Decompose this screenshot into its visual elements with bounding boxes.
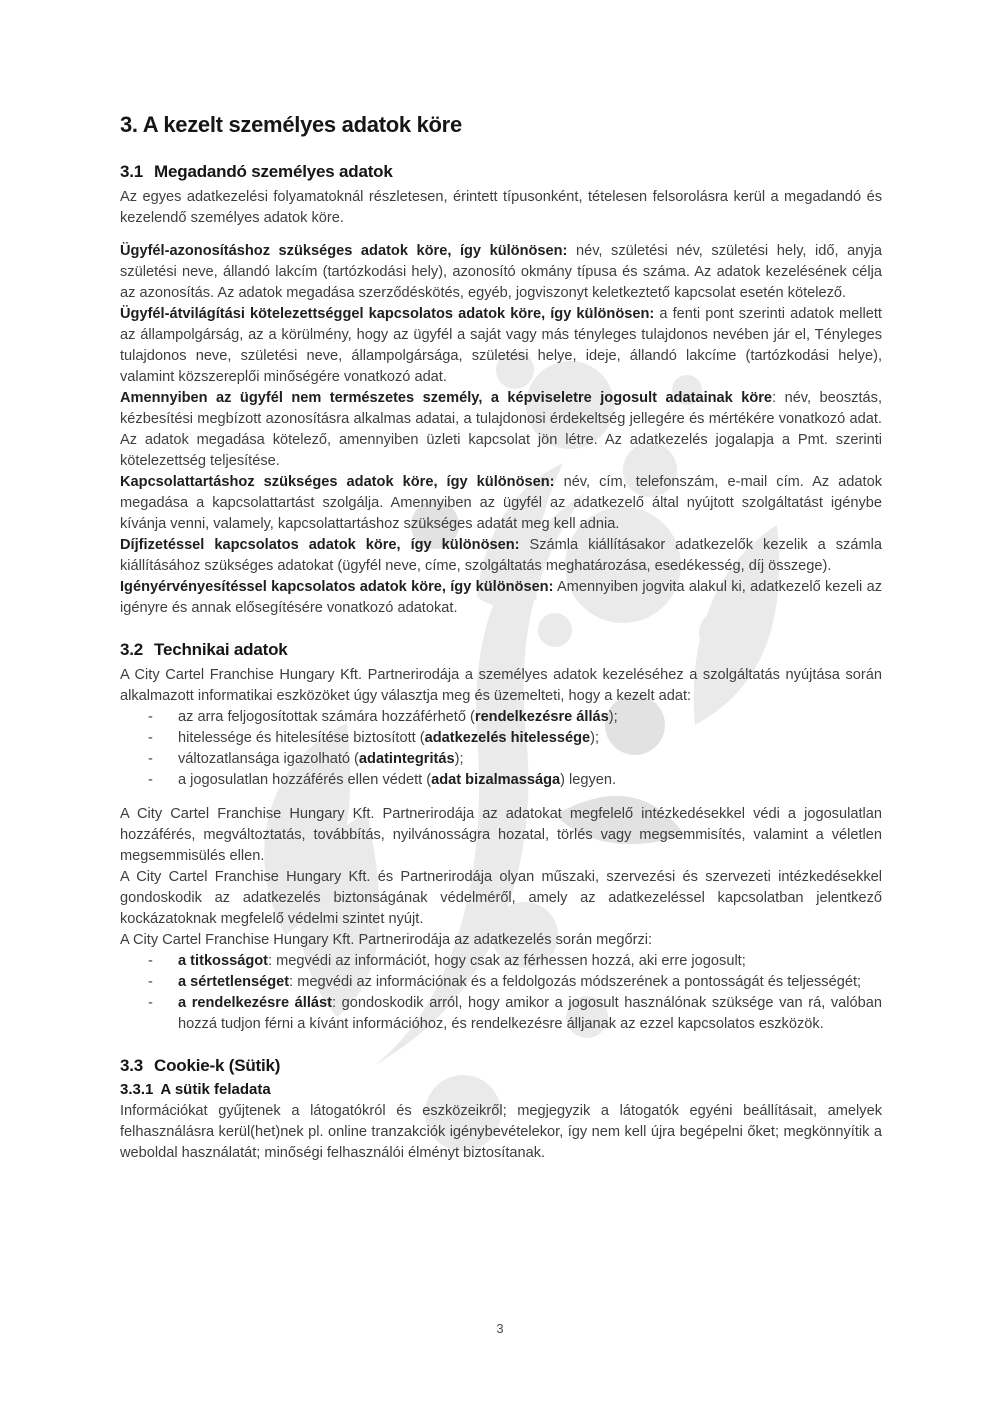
paragraph-text: Számla kiállításakor adatkezelők kezelik a számla kiállításához szükséges adatokat (ügyfél neve, címe, szolgáltatás meghatározása, esedékesség, díj összege). [120,537,882,574]
bullet-lead: a rendelkezésre állást [178,995,332,1011]
bullet-item [120,993,882,1035]
s31-paragraph-payment [120,535,882,577]
bullet-text-post: ); [454,751,464,767]
bullet-text-post: ); [590,730,600,746]
section-3-3-heading [120,1056,882,1076]
bullet-item [120,728,882,749]
heading-label: Cookie-k (Sütik) [154,1056,281,1075]
bullet-item [120,770,882,791]
paragraph-lead: Igényérvényesítéssel kapcsolatos adatok köre, így különösen: [120,579,554,595]
bullet-dash: - [148,772,153,788]
bullet-dash: - [148,974,153,990]
bullet-text-post: ) legyen. [560,772,617,788]
s31-paragraph-contact [120,472,882,535]
heading-number: 3.1 [120,162,144,181]
bullet-item [120,972,882,993]
bullet-lead: a sértetlenséget [178,974,290,990]
heading-label: Megadandó személyes adatok [154,162,393,181]
bullet-text-bold: adat bizalmassága [431,772,561,788]
bullet-text-bold: adatintegritás [358,751,455,767]
bullet-text-bold: adatkezelés hitelessége [424,730,591,746]
paragraph-lead: Díjfizetéssel kapcsolatos adatok köre, így különösen: [120,537,520,553]
heading-label: Technikai adatok [154,640,288,659]
bullet-dash: - [148,709,153,725]
bullet-body: : gondoskodik arról, hogy amikor a jogosult használónak szüksége van rá, valóban hozzá tudjon férni a kívánt információhoz, és rendelkezésre álljanak az ezzel kapcsolatos eszközök. [178,995,882,1032]
bullet-text-pre: a jogosulatlan hozzáférés ellen védett ( [178,772,432,788]
heading-number: 3.2 [120,640,144,659]
paragraph-text: : név, beosztás, kézbesítési megbízott azonosításra alkalmas adatai, a tulajdonosi érdekeltség jellegére és mértékére vonatkozó adat. Az adatok megadása kötelező, amennyiben üzleti kapcsolat jön létre. Az adatkezelés jogalapja a Pmt. szerinti kötelezettség teljesítése. [120,390,882,469]
bullet-text [178,749,882,770]
s331-paragraph-cookies: Információkat gyűjtenek a látogatókról és eszközeikről; megjegyzik a látogatók egyéni beállításait, amelyek felhasználásra kerül(het)nek pl. online tranzakciók igénybevételekor, így nem kell újra begépelni őket; megkönnyítik a weboldal használatát; minőségi felhasználói élményt biztosítanak. [120,1103,882,1161]
bullet-text [178,972,882,993]
bullet-text [178,951,882,972]
heading-label: A sütik feladata [160,1081,271,1098]
bullet-text [178,770,882,791]
bullet-text-pre: hitelessége és hitelesítése biztosított ( [178,730,425,746]
section-3-1-heading [120,162,882,182]
s32-bullet-list-2 [120,951,882,1035]
bullet-text [178,707,882,728]
paragraph-lead: Ügyfél-azonosításhoz szükséges adatok köre, így különösen: [120,243,568,259]
s31-paragraph-due-diligence [120,304,882,388]
paragraph-lead: Amennyiben az ügyfél nem természetes személy, a képviseletre jogosult adatainak köre [120,390,773,406]
bullet-text [178,993,882,1035]
s32-paragraph-measures: A City Cartel Franchise Hungary Kft. és Partnerirodája olyan műszaki, szervezési és szervezeti intézkedésekkel gondoskodik az adatkezelés biztonságának védelméről, amely az adatkezeléssel kapcsolatban jelentkező kockázatoknak megfelelő védelmi szintet nyújt. [120,869,882,927]
bullet-text-pre: az arra feljogosítottak számára hozzáférhető ( [178,709,475,725]
s32-paragraph-preserves: A City Cartel Franchise Hungary Kft. Partnerirodája az adatkezelés során megőrzi: [120,932,653,948]
bullet-text-pre: változatlansága igazolható ( [178,751,359,767]
section-3-title: 3. A kezelt személyes adatok köre [120,112,462,137]
s32-intro-paragraph: A City Cartel Franchise Hungary Kft. Partnerirodája a személyes adatok kezeléséhez a szolgáltatás nyújtása során alkalmazott informatikai eszközöket úgy választja meg és üzemelteti, hogy a kezelt adat: [120,667,882,704]
paragraph-lead: Kapcsolattartáshoz szükséges adatok köre, így különösen: [120,474,555,490]
paragraph-text: Amennyiben jogvita alakul ki, adatkezelő kezeli az igényre és annak elősegítésére vonatkozó adatokat. [120,579,882,616]
paragraph-text: a fenti pont szerinti adatok mellett az állampolgárság, az a körülmény, hogy az ügyfél a saját vagy más tényleges tulajdonos nevében jár el, Tényleges tulajdonos neve, születési neve, állampolgársága, születési helye, ideje, állandó lakcíme (tartózkodási helye), valamint közszereplői minőségére vonatkozó adat. [120,306,882,385]
heading-number: 3.3.1 [120,1081,154,1098]
s31-paragraph-claims [120,577,882,619]
bullet-dash: - [148,751,153,767]
bullet-body: : megvédi az információt, hogy csak az férhessen hozzá, aki erre jogosult; [268,953,746,969]
paragraph-text: név, cím, telefonszám, e-mail cím. Az adatok megadása a kapcsolattartást szolgálja. Amennyiben az ügyfél az adatkezelő által nyújtott szolgáltatást igénybe kívánja venni, valamely, kapcsolattartáshoz szükséges adatát meg kell adnia. [120,474,882,532]
paragraph-text: név, születési név, születési hely, idő, anyja születési neve, állandó lakcím (tartózkodási hely), azonosító okmány típusa és száma. Az adatok kezelésének célja az azonosítás. Az adatok megadása szerződéskötés, egyéb, jogviszonyt keletkeztető kapcsolat esetén kötelező. [120,243,882,301]
bullet-lead: a titkosságot [178,953,269,969]
heading-number: 3.3 [120,1056,144,1075]
paragraph-lead: Ügyfél-átvilágítási kötelezettséggel kapcsolatos adatok köre, így különösen: [120,306,655,322]
bullet-dash: - [148,730,153,746]
bullet-text [178,728,882,749]
s32-paragraph-protection: A City Cartel Franchise Hungary Kft. Partnerirodája az adatokat megfelelő intézkedésekkel védi a jogosulatlan hozzáférés, megváltoztatás, továbbítás, nyilvánosságra hozatal, törlés vagy megsemmisítés, valamint a véletlen megsemmisülés ellen. [120,806,882,864]
bullet-body: : megvédi az információnak és a feldolgozás módszerének a pontosságát és teljességét; [289,974,862,990]
bullet-item [120,951,882,972]
bullet-text-bold: rendelkezésre állás [474,709,609,725]
s31-paragraph-client-identification [120,241,882,304]
bullet-item [120,749,882,770]
bullet-text-post: ); [608,709,618,725]
section-3-2-heading [120,640,882,660]
page-number: 3 [496,1321,504,1336]
bullet-dash: - [148,953,153,969]
bullet-item [120,707,882,728]
s32-bullet-list [120,707,882,791]
bullet-dash: - [148,995,153,1011]
section-3-3-1-heading [120,1081,882,1098]
s31-intro-paragraph: Az egyes adatkezelési folyamatoknál részletesen, érintett típusonként, tételesen felsorolásra kerül a megadandó és kezelendő személyes adatok köre. [120,189,882,226]
s31-paragraph-legal-person [120,388,882,472]
